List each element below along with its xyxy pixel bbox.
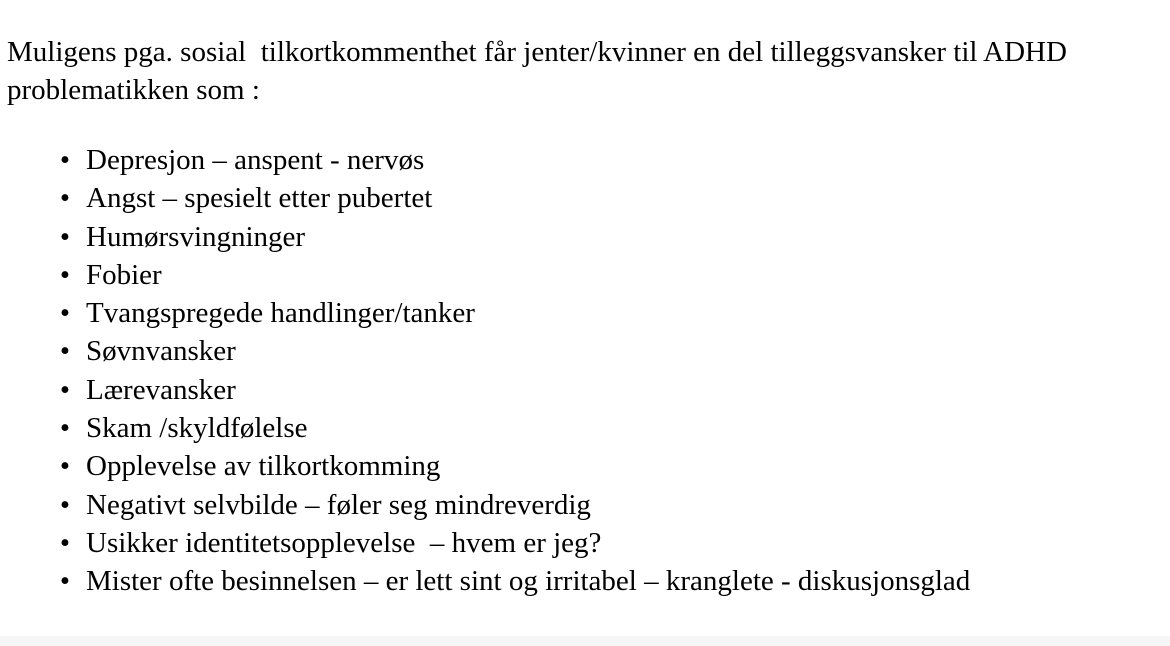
list-item-text: Depresjon – anspent - nervøs: [86, 144, 425, 176]
list-item-text: Tvangspregede handlinger/tanker: [86, 297, 475, 330]
bullet-icon: •: [59, 450, 71, 483]
bullet-icon: •: [59, 297, 71, 330]
bullet-icon: •: [59, 182, 71, 215]
bullet-icon: •: [59, 565, 71, 598]
list-item-text: Angst – spesielt etter pubertet: [86, 182, 433, 215]
bullet-icon: •: [59, 335, 71, 368]
bullet-icon: •: [59, 373, 71, 406]
list-item-text: Negativt selvbilde – føler seg mindreverdig: [86, 488, 591, 521]
bullet-icon: •: [59, 144, 71, 176]
bullet-icon: •: [59, 220, 71, 253]
list-item-text: Humørsvingninger: [86, 220, 306, 253]
list-item-text: Lærevansker: [86, 373, 236, 406]
bullet-icon: •: [59, 526, 71, 559]
list-item-text: Usikker identitetsopplevelse – hvem er jeg?: [86, 526, 602, 559]
list-item-text: Fobier: [86, 258, 162, 291]
list-item-text: Opplevelse av tilkortkomming: [86, 450, 441, 483]
page-bottom-edge: [0, 636, 1170, 646]
list-item-text: Mister ofte besinnelsen – er lett sint og irritabel – kranglete - diskusjonsglad: [86, 565, 971, 598]
intro-paragraph: Muligens pga. sosial tilkortkommenthet får jenter/kvinner en del tilleggsvansker til ADHD problematikken som :: [7, 36, 1075, 106]
list-item-text: Skam /skyldfølelse: [86, 412, 308, 445]
list-item-text: Søvnvansker: [86, 335, 236, 368]
bullet-icon: •: [59, 488, 71, 521]
bullet-icon: •: [59, 412, 71, 445]
bullet-icon: •: [59, 258, 71, 291]
